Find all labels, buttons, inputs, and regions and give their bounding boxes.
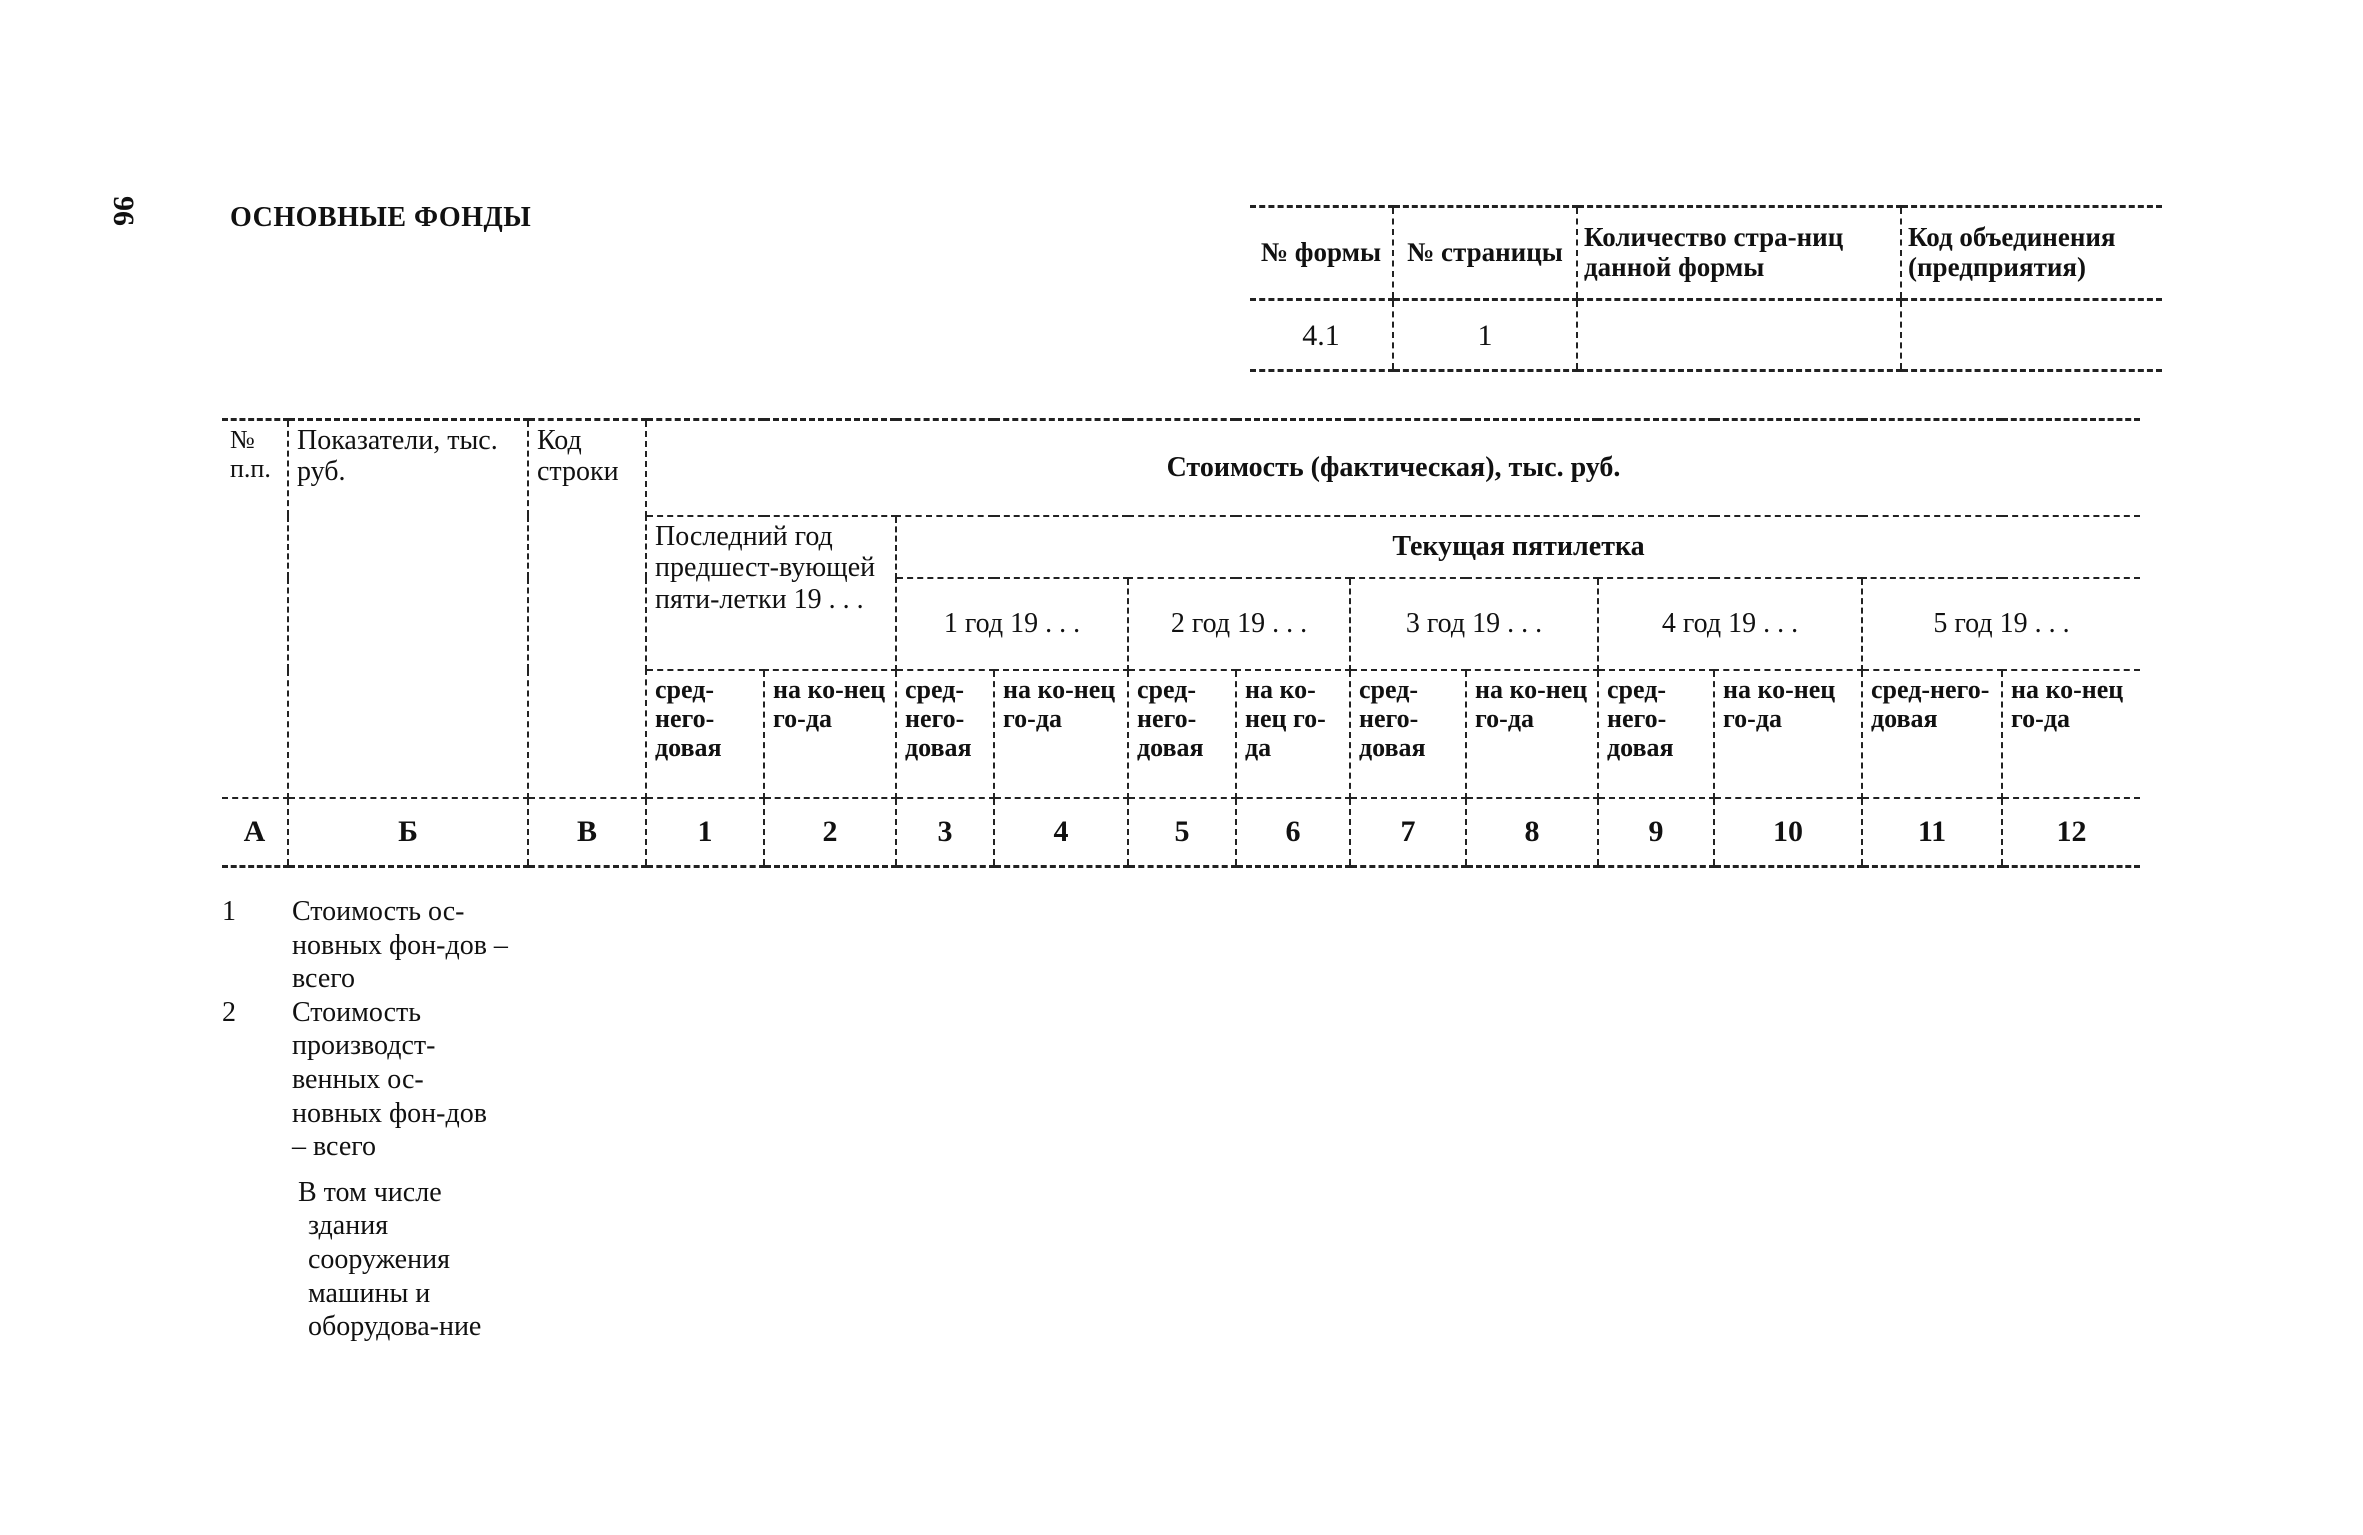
sub-avg-last: сред-него-довая [646, 670, 764, 798]
year-4-header: 4 год 19 . . . [1598, 578, 1862, 670]
page-number: 96 [107, 196, 140, 226]
cost-header: Стоимость (фактическая), тыс. руб. [646, 420, 2140, 517]
col-10: 10 [1714, 798, 1862, 867]
col-2: 2 [764, 798, 896, 867]
sub-end-3: на ко-нец го-да [1466, 670, 1598, 798]
table-row [222, 895, 522, 996]
year-3-header: 3 год 19 . . . [1350, 578, 1598, 670]
association-code-value [1901, 300, 2162, 371]
col-1: 1 [646, 798, 764, 867]
year-5-header: 5 год 19 . . . [1862, 578, 2140, 670]
page-number-value: 1 [1393, 300, 1577, 371]
row-number: 1 [222, 896, 236, 927]
sub-end-2: на ко-нец го-да [1236, 670, 1350, 798]
sub-end-1: на ко-нец го-да [994, 670, 1128, 798]
sub-avg-5: сред-него-довая [1862, 670, 2002, 798]
form-info-table [1250, 205, 2162, 372]
page-count-value [1577, 300, 1901, 371]
col-indicators-header: Показатели, тыс. руб. [288, 420, 528, 799]
sub-avg-1: сред-него-довая [896, 670, 994, 798]
col-12: 12 [2002, 798, 2140, 867]
form-number-value: 4.1 [1250, 300, 1393, 371]
year-1-header: 1 год 19 . . . [896, 578, 1128, 670]
row-label: Стоимость ос-новных фон-дов – всего [292, 896, 508, 995]
letter-v: В [528, 798, 646, 867]
last-year-header: Последний год предшест-вующей пяти-летки 19 . . . [646, 516, 896, 670]
year-2-header: 2 год 19 . . . [1128, 578, 1350, 670]
including-label: В том числе [298, 1176, 442, 1208]
association-code-header: Код объединения (предприятия) [1901, 207, 2162, 300]
col-11: 11 [1862, 798, 2002, 867]
row-number: 2 [222, 996, 236, 1028]
page-number-header: № страницы [1393, 207, 1577, 300]
page-count-header: Количество стра-ниц данной формы [1577, 207, 1901, 300]
col-5: 5 [1128, 798, 1236, 867]
fixed-assets-table [222, 418, 2140, 868]
sub-end-5: на ко-нец го-да [2002, 670, 2140, 798]
col-code-header: Код строки [528, 420, 646, 799]
col-6: 6 [1236, 798, 1350, 867]
sub-avg-3: сред-него-довая [1350, 670, 1466, 798]
col-9: 9 [1598, 798, 1714, 867]
row-label: Стоимость производст-венных ос-новных фон-дов – всего [292, 996, 487, 1163]
col-8: 8 [1466, 798, 1598, 867]
letter-a: А [222, 798, 288, 867]
including-list [298, 1176, 522, 1344]
table-rows [222, 895, 522, 1344]
sub-avg-4: сред-него-довая [1598, 670, 1714, 798]
sub-end-4: на ко-нец го-да [1714, 670, 1862, 798]
col-7: 7 [1350, 798, 1466, 867]
list-item: сооружения [308, 1243, 450, 1275]
sub-end-last: на ко-нец го-да [764, 670, 896, 798]
table-row [222, 996, 522, 1164]
current-plan-header: Текущая пятилетка [896, 516, 2140, 578]
sub-avg-2: сред-него-довая [1128, 670, 1236, 798]
letter-b: Б [288, 798, 528, 867]
col-4: 4 [994, 798, 1128, 867]
form-number-header: № формы [1250, 207, 1393, 300]
col-3: 3 [896, 798, 994, 867]
list-item: машины и оборудова-ние [308, 1277, 482, 1343]
col-num-header: № п.п. [222, 420, 288, 799]
list-item: здания [308, 1210, 389, 1242]
page-title: ОСНОВНЫЕ ФОНДЫ [230, 202, 532, 233]
